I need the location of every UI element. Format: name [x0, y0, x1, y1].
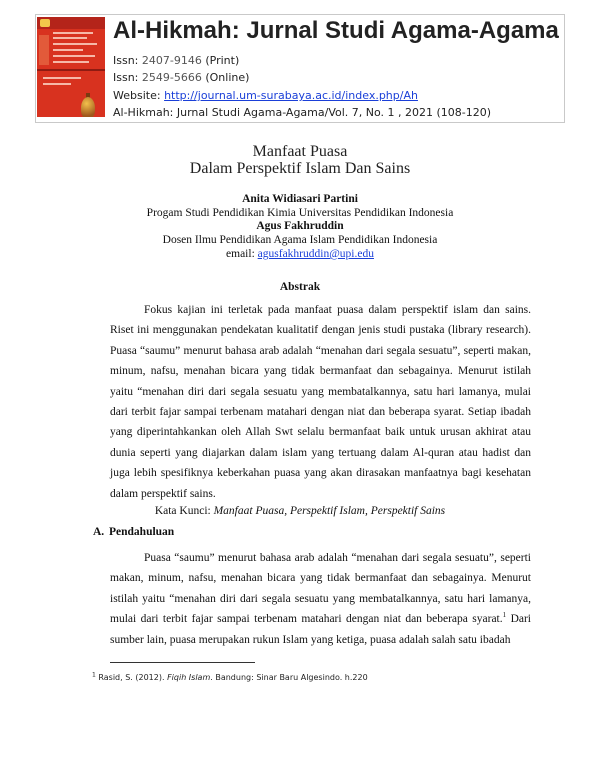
issn-online: Issn: 2549-5666 (Online)	[113, 71, 250, 84]
footnote-1: $^1$ Rasid, S. (2012). Fiqih Islam. Bandung: Sinar Baru Algesindo. h.220	[92, 671, 368, 682]
abstract-heading: Abstrak	[279, 281, 321, 293]
issn-print: Issn: 2407-9146 (Print)	[113, 54, 240, 67]
website-link[interactable]: http://journal.um-surabaya.ac.id/index.php/Ah	[164, 89, 418, 102]
email-link[interactable]: agusfakhruddin@upi.edu	[257, 248, 374, 260]
journal-citation: Al-Hikmah: Jurnal Studi Agama-Agama/Vol. 7, No. 1 , 2021 (108-120)	[113, 106, 492, 119]
journal-title: Al-Hikmah: Jurnal Studi Agama-Agama	[113, 17, 559, 44]
author2-name: Agus Fakhruddin	[256, 220, 344, 232]
author2-affiliation: Dosen Ilmu Pendidikan Agama Islam Pendidikan Indonesia	[162, 234, 438, 246]
section-heading-pendahuluan: A. Pendahuluan	[93, 526, 175, 538]
author1-affiliation: Progam Studi Pendidikan Kimia Universitas Pendidikan Indonesia	[146, 207, 454, 219]
article-title-line1: Manfaat Puasa	[252, 143, 348, 160]
journal-website: Website: http://journal.um-surabaya.ac.id/index.php/Ah	[113, 89, 418, 102]
keywords-line: Kata Kunci: Manfaat Puasa, Perspektif Islam, Perspektif Sains	[154, 505, 446, 517]
article-title-line2: Dalam Perspektif Islam Dan Sains	[189, 160, 411, 177]
abstract-text: Fokus kajian ini terletak pada manfaat puasa dalam perspektif islam dan sains. Riset ini menggunakan pendekatan kualitatif dengan jenis studi pustaka (library research). Puasa “saumu” menurut bahasa arab adalah “menahan dari segala sesuatu”, seperti makan, minum, nafsu, menahan bicara yang tidak bermanfaat dan sebagainya. Menurut istilah yaitu “menahan diri dari segala sesuatu yang membatalkannya, satu hari lamanya, mulai dari terbit fajar sampai terbenam matahari dengan niat dan beberapa syarat. Setiap ibadah yang diperintahkankan oleh Allah Swt selalu bermanfaat baik untuk urusan akhirat atau dunia seperti yang diajarkan dalam islam yang tertuang dalam Al-quran atau hadist dan juga lebih spesifiknya keberkahan puasa yang akan dirasakan manfaatnya bagi kesehatan dalam perspektif sains.	[110, 304, 531, 500]
keywords-list: Manfaat Puasa, Perspektif Islam, Perspektif Sains	[213, 505, 446, 517]
footnote-ref[interactable]: 1	[502, 611, 507, 620]
footnote-divider	[110, 662, 255, 663]
journal-cover-image	[37, 17, 105, 117]
author-email-line: email: agusfakhruddin@upi.edu	[226, 248, 374, 260]
intro-paragraph: Puasa “saumu” menurut bahasa arab adalah “menahan dari segala sesuatu”, seperti makan, minum, nafsu, menahan bicara yang tidak bermanfaat dan sebagainya. Menurut istilah yaitu “menahan diri dari segala sesuatu yang membatalkannya, satu hari lamanya, mulai dari terbit fajar sampai terbenam matahari dengan niat dan beberapa syarat.$^1$ Dari sumber lain, puasa merupakan rukun Islam yang ketiga, puasa adalah salah satu ibadah	[110, 552, 532, 646]
author1-name: Anita Widiasari Partini	[242, 193, 358, 205]
